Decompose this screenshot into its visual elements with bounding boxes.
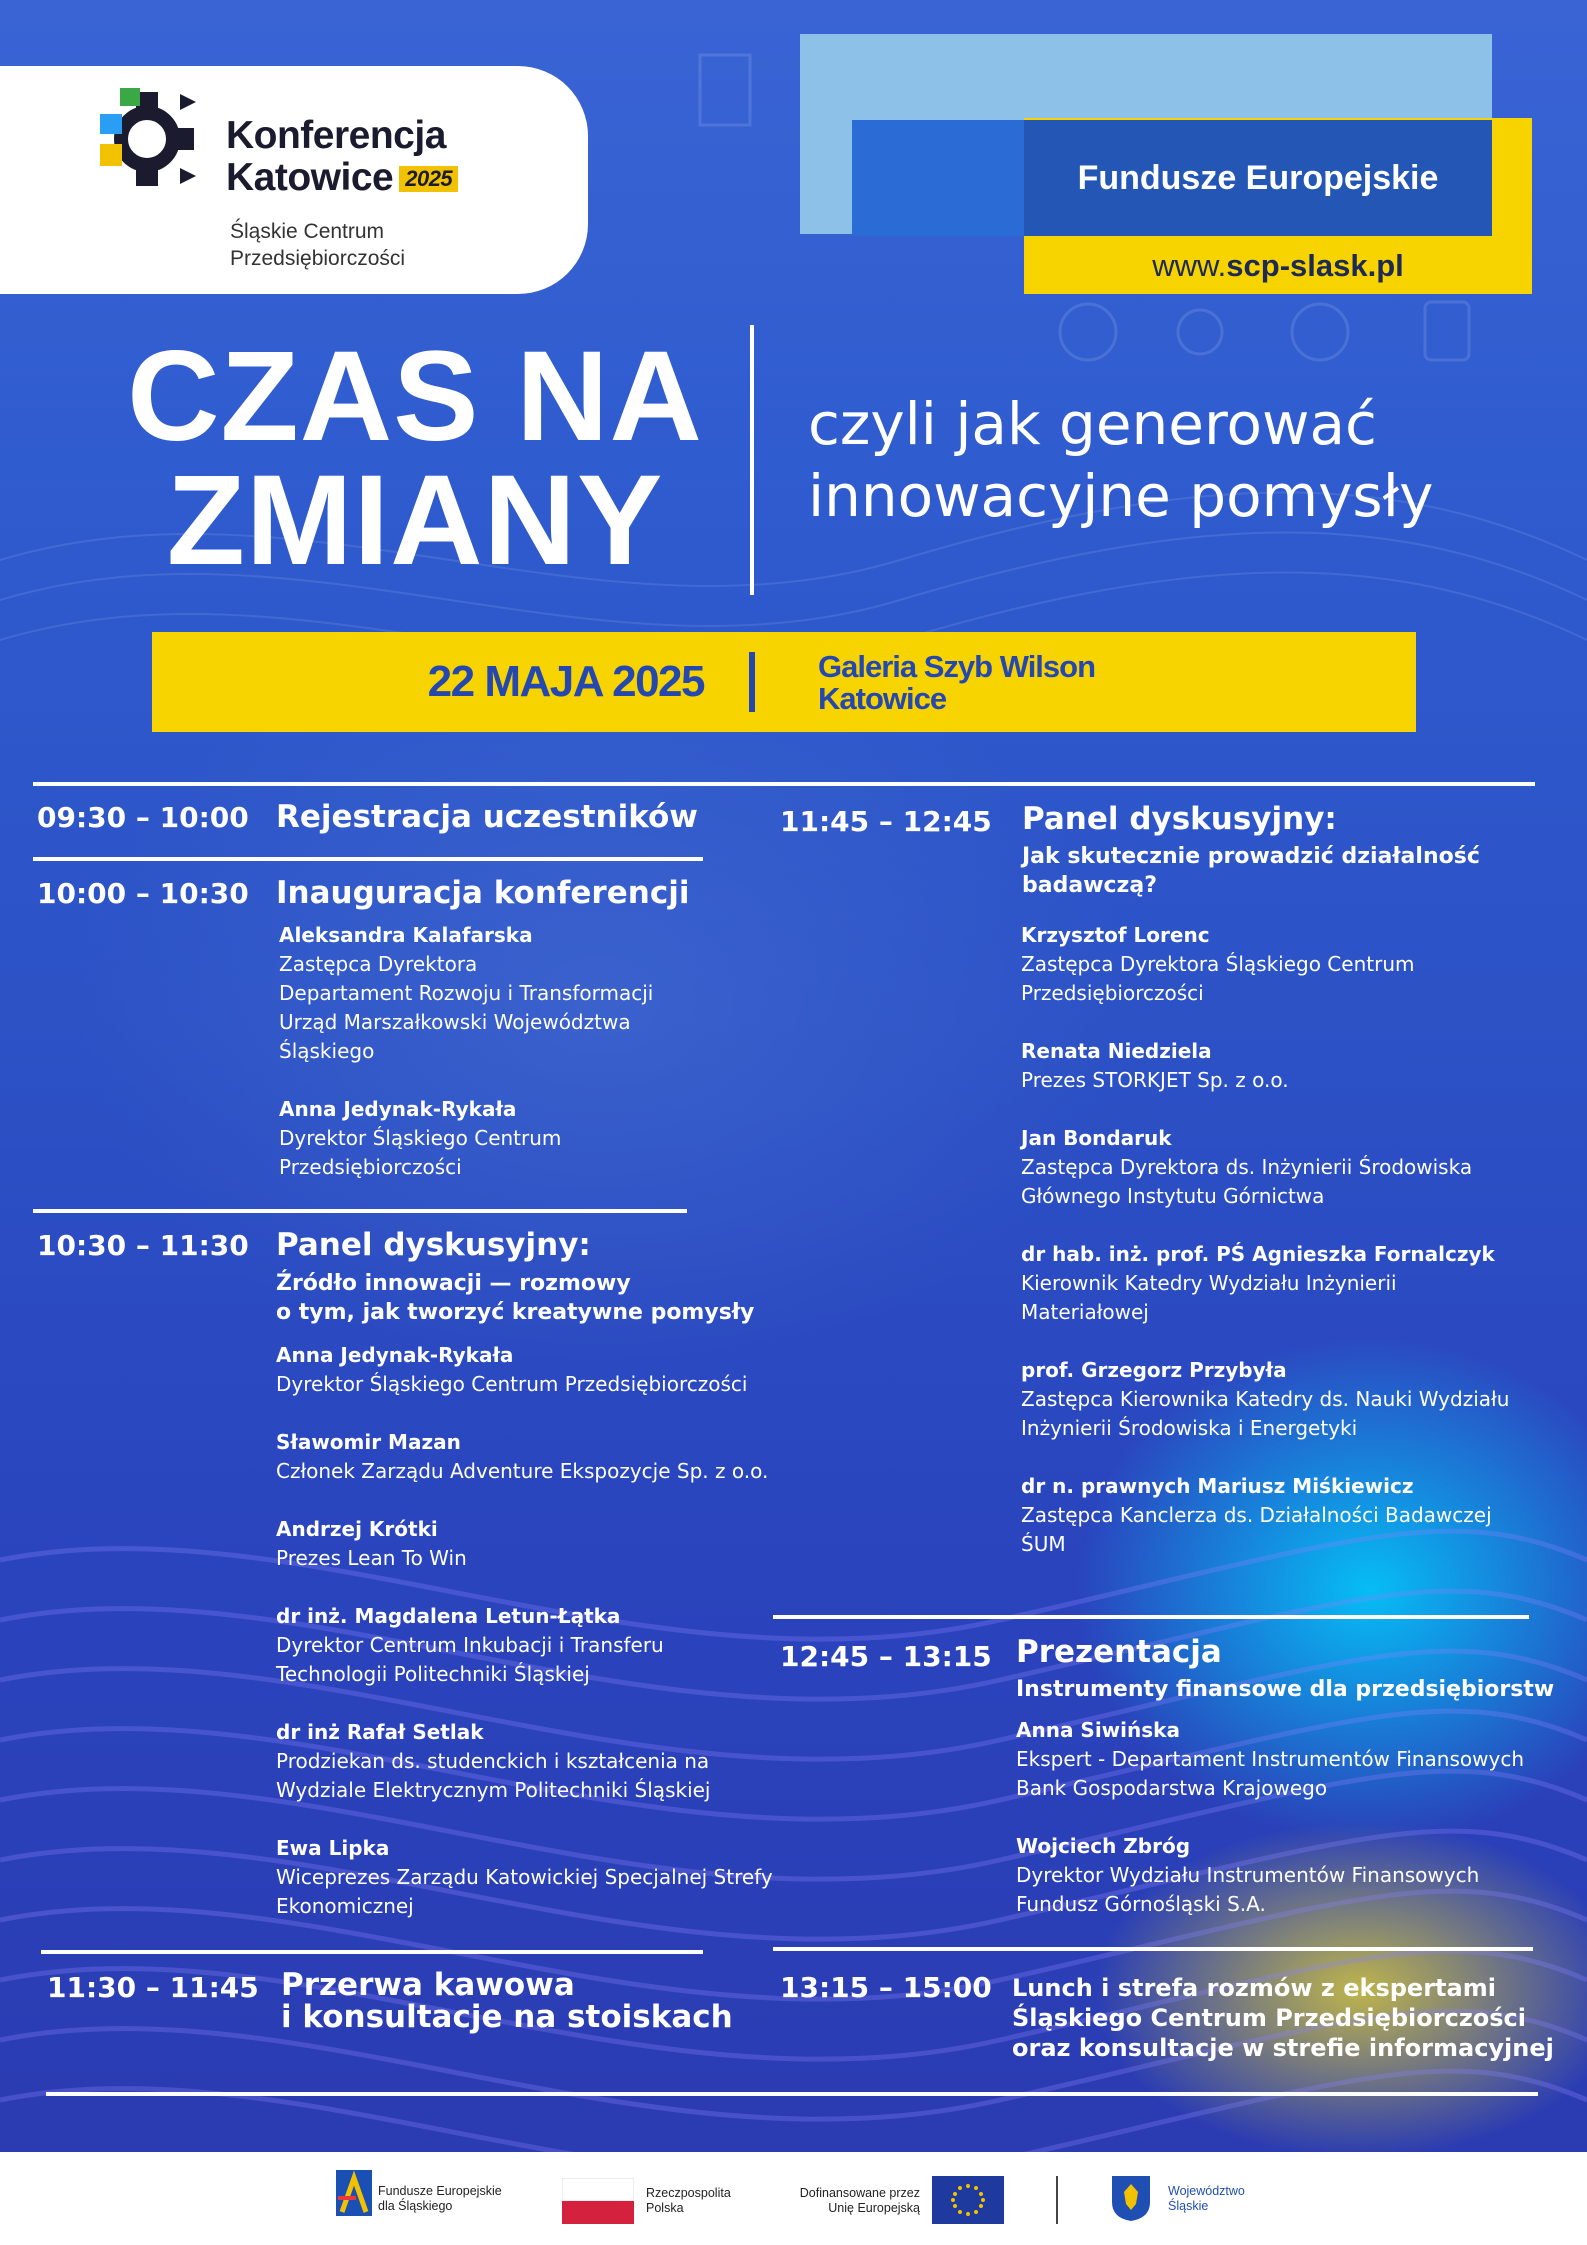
speaker [1021,1240,1541,1327]
speaker-role: Prodziekan ds. studenckich i kształcenia na Wydziale Elektrycznym Politechniki Śląskiej [276,1749,711,1802]
rp-line2: Polska [646,2201,684,2215]
speaker [1016,1832,1536,1919]
speaker-name: dr inż Rafał Setlak [276,1720,484,1744]
speaker-name: dr n. prawnych Mariusz Miśkiewicz [1021,1474,1414,1498]
agenda-title: Rejestracja uczestników [276,799,698,835]
speaker-role: Dyrektor Centrum Inkubacji i Transferu Technologii Politechniki Śląskiej [276,1633,664,1686]
speaker [276,1515,776,1573]
polish-flag-icon [562,2178,634,2224]
speaker-name: Aleksandra Kalafarska [279,923,533,947]
speaker-role: Zastępca Kanclerza ds. Działalności Badawczej ŚUM [1021,1503,1492,1556]
speaker-role: Zastępca Dyrektora Śląskiego Centrum Przedsiębiorczości [1021,952,1415,1005]
agenda-time: 12:45 – 13:15 [780,1640,992,1673]
agenda-time: 10:00 – 10:30 [37,877,249,910]
date-divider [749,652,755,712]
speaker-name: Andrzej Krótki [276,1517,438,1541]
logo-title-line1: Konferencja [226,114,446,157]
rp-logo-text [646,2186,731,2216]
speaker-role: Dyrektor Wydziału Instrumentów Finansowych Fundusz Górnośląski S.A. [1016,1863,1480,1916]
speaker [276,1718,776,1805]
speaker [276,1428,776,1486]
fe-line1: Fundusze Europejskie [378,2184,502,2198]
eu-line2: Unię Europejską [828,2201,920,2215]
website-link[interactable] [1024,238,1532,294]
url-domain: scp-slask.pl [1226,248,1404,283]
speaker-name: Krzysztof Lorenc [1021,923,1210,947]
agenda-bottom-rule [46,2092,1538,2096]
speaker [1021,1037,1541,1095]
speaker-list [1016,1716,1536,1948]
eu-logo-text [790,2186,920,2216]
speaker-role: Prezes Lean To Win [276,1546,467,1570]
speaker-name: Ewa Lipka [276,1836,390,1860]
speaker-name: Anna Siwińska [1016,1718,1180,1742]
speaker [276,1602,776,1689]
agenda-rule [41,1950,703,1954]
headline-line2: ZMIANY [166,449,664,592]
agenda-rule [33,857,703,861]
event-date [152,632,752,732]
agenda-title [281,1969,733,2033]
speaker [276,1341,776,1399]
event-venue [818,651,1095,715]
speaker-role: Zastępca Dyrektora Departament Rozwoju i Transformacji Urząd Marszałkowski Województwa Śląskiego [279,952,654,1063]
speaker-role: Prezes STORKJET Sp. z o.o. [1021,1068,1289,1092]
gear-logo-icon [92,84,202,194]
title-line: Lunch i strefa rozmów z ekspertami [1012,1974,1496,2002]
ws-line1: Województwo [1168,2184,1245,2198]
speaker-list [276,1341,776,1950]
speaker [1021,1356,1541,1443]
speaker-role: Dyrektor Śląskiego Centrum Przedsiębiorczości [276,1372,748,1396]
fe-line2: dla Śląskiego [378,2199,453,2213]
agenda-title: Inauguracja konferencji [276,875,690,911]
rp-line1: Rzeczpospolita [646,2186,731,2200]
subtitle-line1: czyli jak generować [808,390,1377,458]
agenda-title: Prezentacja [1016,1634,1222,1670]
conference-logo-title [226,115,458,199]
speaker [279,921,679,1066]
subtitle-line2: innowacyjne pomysły [808,462,1434,530]
agenda-time: 09:30 – 10:00 [37,801,249,834]
speaker-role: Zastępca Kierownika Katedry ds. Nauki Wydziału Inżynierii Środowiska i Energetyki [1021,1387,1510,1440]
speaker-name: Anna Jedynak-Rykała [276,1343,514,1367]
agenda-time: 11:45 – 12:45 [780,805,992,838]
headline-line1: CZAS NA [127,325,703,468]
agenda-time: 11:30 – 11:45 [47,1971,259,2004]
subtitle-line: o tym, jak tworzyć kreatywne pomysły [276,1300,755,1325]
footer-divider [1056,2176,1058,2224]
title-line: oraz konsultacje w strefie informacyjnej [1012,2034,1554,2062]
ws-logo-text [1168,2184,1245,2214]
event-date-text: 22 MAJA 2025 [427,657,704,706]
subtitle-line: Jak skutecznie prowadzić działalność [1022,844,1480,869]
speaker-list [279,921,679,1211]
fe-logo-icon [336,2170,372,2216]
title-line: Przerwa kawowa [281,1967,575,2003]
speaker-role: Wiceprezes Zarządu Katowickiej Specjalnej Strefy Ekonomicznej [276,1865,773,1918]
title-line: i konsultacje na stoiskach [281,1999,733,2035]
speaker-role: Dyrektor Śląskiego Centrum Przedsiębiorczości [279,1126,562,1179]
speaker-role: Zastępca Dyrektora ds. Inżynierii Środowiska Głównego Instytutu Górnictwa [1021,1155,1473,1208]
subtitle-line: Źródło innowacji — rozmowy [276,1271,631,1296]
speaker-name: Jan Bondaruk [1021,1126,1172,1150]
organizer-line2: Przedsiębiorczości [230,247,406,270]
agenda-top-rule [33,782,1535,786]
speaker [276,1834,776,1921]
headline-title [110,325,720,592]
speaker-name: Renata Niedziela [1021,1039,1212,1063]
agenda-rule [773,1947,1533,1951]
speaker-list [1021,921,1541,1588]
eu-flag-icon [932,2176,1004,2224]
agenda-subtitle [276,1269,754,1327]
speaker-name: Wojciech Zbróg [1016,1834,1191,1858]
speaker-name: dr hab. inż. prof. PŚ Agnieszka Fornalczyk [1021,1242,1495,1266]
speaker-role: Członek Zarządu Adventure Ekspozycje Sp. z o.o. [276,1459,769,1483]
silesia-coat-of-arms-icon [1110,2174,1152,2222]
logo-title-line2: Katowice [226,156,394,199]
agenda-title: Panel dyskusyjny: [1022,801,1337,837]
speaker [1021,1472,1541,1559]
speaker [279,1095,679,1182]
speaker-name: Sławomir Mazan [276,1430,461,1454]
headline-divider [750,325,754,595]
agenda-rule [773,1615,1529,1619]
funds-label: Fundusze Europejskie [1077,158,1439,197]
agenda-title: Panel dyskusyjny: [276,1227,591,1263]
speaker-name: Anna Jedynak-Rykała [279,1097,517,1121]
speaker-role: Kierownik Katedry Wydziału Inżynierii Materiałowej [1021,1271,1397,1324]
speaker [1021,921,1541,1008]
agenda-time: 10:30 – 11:30 [37,1229,249,1262]
agenda-rule [33,1209,687,1213]
venue-line1: Galeria Szyb Wilson [818,649,1096,684]
logo-year-badge: 2025 [399,166,458,192]
subtitle-line: badawczą? [1022,873,1157,898]
venue-line2: Katowice [818,681,947,716]
url-prefix: www. [1152,248,1227,283]
ws-line2: Śląskie [1168,2199,1209,2213]
speaker-name: prof. Grzegorz Przybyła [1021,1358,1287,1382]
agenda-subtitle [1022,842,1480,900]
headline-subtitle [808,388,1433,532]
fe-logo-text [378,2184,502,2214]
speaker-name: dr inż. Magdalena Letun-Łątka [276,1604,621,1628]
speaker [1021,1124,1541,1211]
eu-line1: Dofinansowane przez [799,2186,920,2200]
agenda-time: 13:15 – 15:00 [780,1971,992,2004]
organizer-name [230,218,405,272]
speaker [1016,1716,1536,1803]
title-line: Śląskiego Centrum Przedsiębiorczości [1012,2004,1527,2032]
agenda-title [1012,1973,1554,2063]
organizer-line1: Śląskie Centrum [230,220,385,243]
speaker-role: Ekspert - Departament Instrumentów Finansowych Bank Gospodarstwa Krajowego [1016,1747,1524,1800]
agenda-subtitle: Instrumenty finansowe dla przedsiębiorstw [1016,1677,1555,1702]
